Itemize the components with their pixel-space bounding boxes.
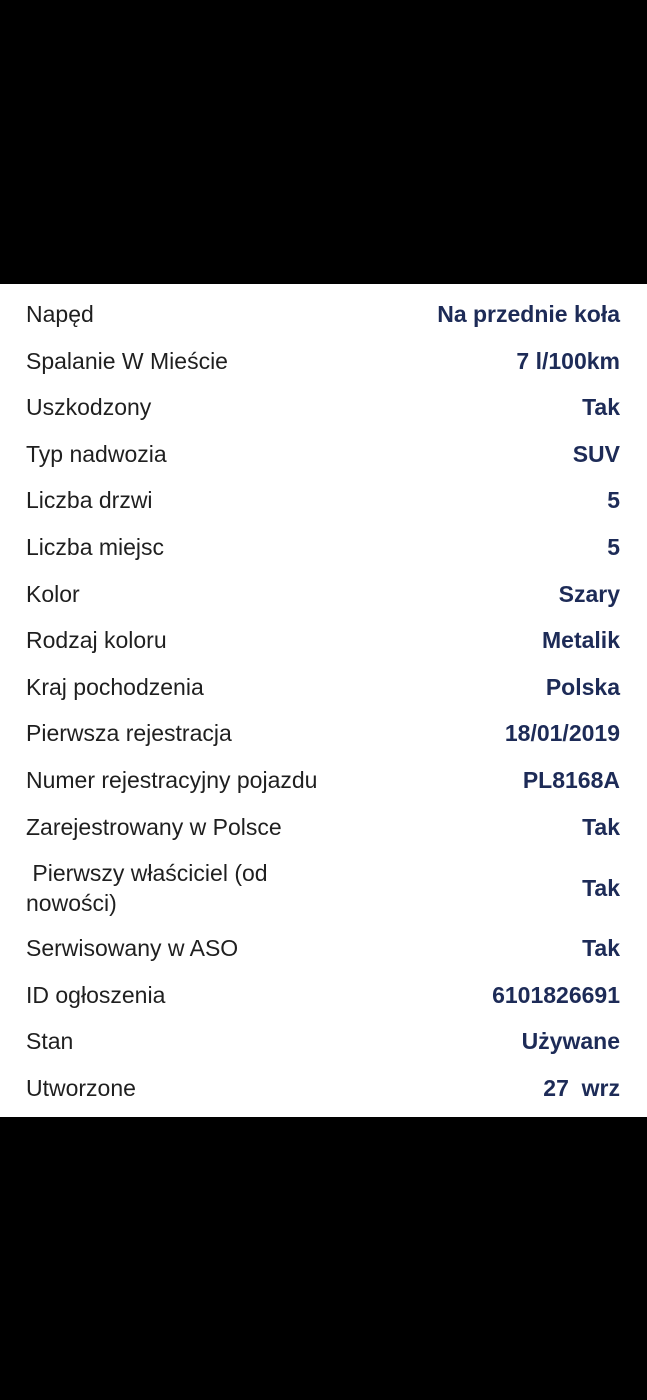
spec-label: Numer rejestracyjny pojazdu <box>26 767 318 793</box>
spec-row-pierwszy-wlasciciel <box>0 850 647 926</box>
spec-row-kraj-pochodzenia <box>0 664 647 710</box>
spec-row-liczba-drzwi <box>0 477 647 523</box>
spec-value: Używane <box>521 1027 620 1054</box>
spec-value: 5 <box>607 533 620 560</box>
spec-row-numer-rejestracyjny <box>0 757 647 803</box>
spec-label: Liczba miejsc <box>26 534 165 560</box>
spec-label: Kraj pochodzenia <box>26 674 204 700</box>
vehicle-specs-panel <box>0 284 647 1117</box>
spec-label: Kolor <box>26 581 80 607</box>
spec-row-typ-nadwozia <box>0 431 647 477</box>
spec-row-stan <box>0 1018 647 1064</box>
spec-label: Stan <box>26 1028 74 1054</box>
spec-value: 5 <box>607 486 620 513</box>
spec-label: Rodzaj koloru <box>26 627 167 653</box>
spec-label: Pierwsza rejestracja <box>26 720 232 746</box>
spec-value: PL8168A <box>522 766 620 793</box>
spec-value: Tak <box>582 874 620 901</box>
spec-label: Pierwszy właściciel (od nowości) <box>26 860 274 916</box>
spec-value: Tak <box>582 393 620 420</box>
spec-row-pierwsza-rejestracja <box>0 710 647 756</box>
spec-row-utworzone <box>0 1065 647 1111</box>
spec-label: Typ nadwozia <box>26 441 167 467</box>
spec-label: Zarejestrowany w Polsce <box>26 814 282 840</box>
spec-value: 27 wrz <box>543 1074 620 1101</box>
spec-row-serwisowany <box>0 925 647 971</box>
spec-label: Uszkodzony <box>26 394 152 420</box>
spec-value: Szary <box>558 580 620 607</box>
spec-label: Serwisowany w ASO <box>26 935 239 961</box>
spec-value: 7 l/100km <box>516 347 620 374</box>
spec-value: SUV <box>572 440 620 467</box>
spec-value: 6101826691 <box>492 981 620 1008</box>
spec-value: Metalik <box>542 626 620 653</box>
spec-value: Tak <box>582 813 620 840</box>
spec-label: Napęd <box>26 301 94 327</box>
spec-row-naped <box>0 291 647 337</box>
spec-value: 18/01/2019 <box>504 719 620 746</box>
spec-label: Utworzone <box>26 1075 136 1101</box>
spec-label: Spalanie W Mieście <box>26 348 228 374</box>
spec-value: Tak <box>582 934 620 961</box>
spec-row-uszkodzony <box>0 384 647 430</box>
spec-label: ID ogłoszenia <box>26 982 166 1008</box>
spec-row-kolor <box>0 571 647 617</box>
spec-value: Na przednie koła <box>437 300 620 327</box>
spec-row-id-ogloszenia <box>0 972 647 1018</box>
spec-label: Liczba drzwi <box>26 487 153 513</box>
spec-row-rodzaj-koloru <box>0 617 647 663</box>
bottom-black-area <box>0 1117 647 1400</box>
top-black-area <box>0 0 647 284</box>
spec-row-liczba-miejsc <box>0 524 647 570</box>
spec-value: Polska <box>545 673 620 700</box>
spec-row-spalanie <box>0 338 647 384</box>
spec-row-zarejestrowany <box>0 804 647 850</box>
